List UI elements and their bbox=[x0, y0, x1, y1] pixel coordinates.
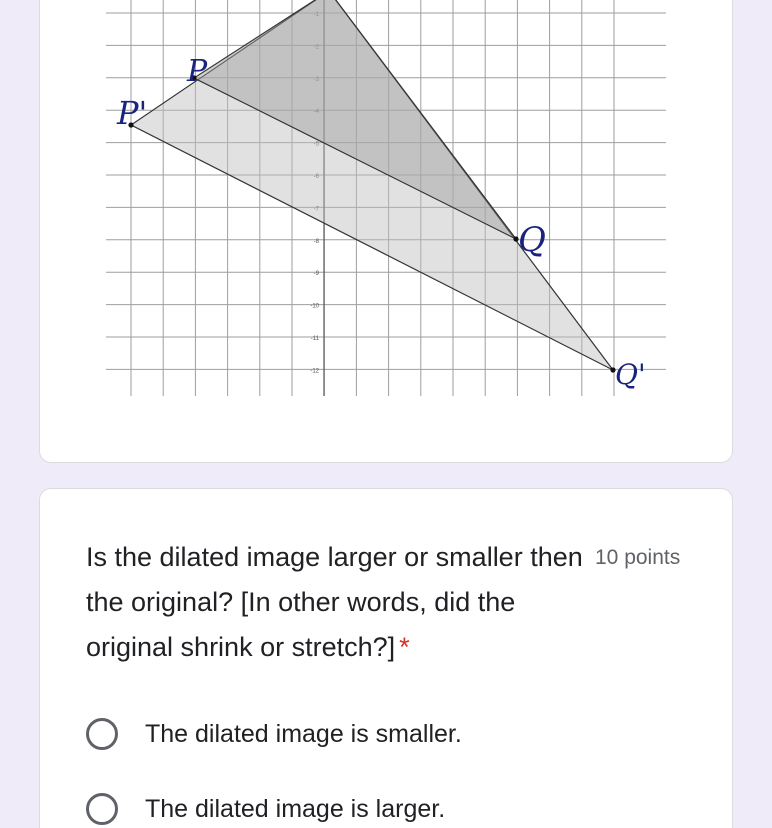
question-card bbox=[39, 488, 733, 828]
y-tick-label: -7 bbox=[313, 206, 319, 213]
option-larger[interactable] bbox=[86, 793, 445, 825]
option-smaller[interactable] bbox=[86, 718, 462, 750]
y-tick-label: -11 bbox=[310, 336, 319, 342]
y-tick-label: -8 bbox=[313, 238, 319, 245]
y-tick-label: -9 bbox=[313, 271, 319, 278]
required-asterisk: * bbox=[399, 632, 410, 662]
question-title bbox=[86, 535, 586, 670]
y-tick-label: -12 bbox=[310, 368, 319, 375]
radio-button[interactable] bbox=[86, 793, 118, 825]
y-tick-label: -10 bbox=[310, 303, 319, 310]
y-tick-label: -3 bbox=[313, 76, 319, 83]
label-q: Q bbox=[518, 220, 546, 260]
y-tick-label: -1 bbox=[313, 12, 319, 18]
y-tick-label: -5 bbox=[313, 141, 319, 148]
label-q-prime: Q' bbox=[615, 358, 646, 391]
label-p: P bbox=[187, 54, 208, 89]
dilation-graph bbox=[40, 0, 734, 464]
question-text: Is the dilated image larger or smaller then the original? [In other words, did the original shrink or stretch?] bbox=[86, 542, 583, 662]
y-tick-label: -6 bbox=[313, 174, 319, 180]
y-tick-label: -4 bbox=[313, 109, 319, 116]
label-p-prime: P' bbox=[117, 94, 148, 132]
option-label: The dilated image is smaller. bbox=[145, 719, 462, 748]
graph-card bbox=[39, 0, 733, 463]
option-label: The dilated image is larger. bbox=[145, 794, 446, 823]
radio-button[interactable] bbox=[86, 718, 118, 750]
y-tick-label: -2 bbox=[313, 44, 319, 51]
points-label: 10 points bbox=[595, 546, 681, 569]
